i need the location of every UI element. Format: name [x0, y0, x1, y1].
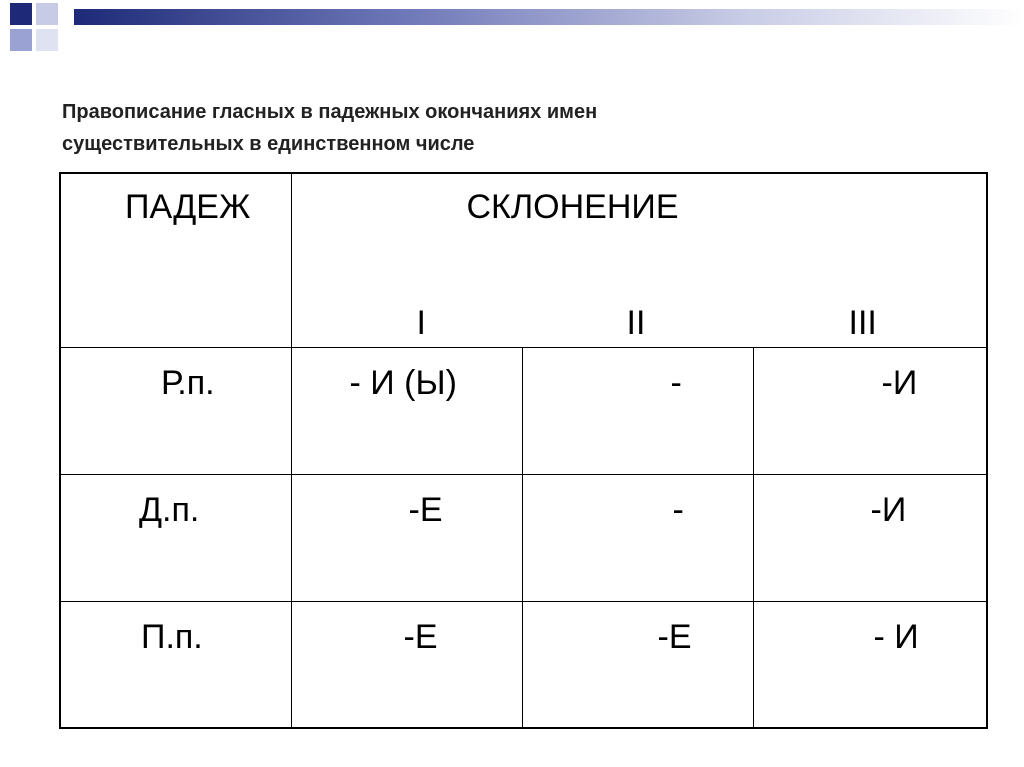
ending-cell [291, 474, 522, 601]
deco-square [36, 3, 58, 25]
table-row [60, 474, 987, 601]
declension-1: I [416, 304, 426, 342]
case-label: Р.п. [161, 363, 215, 402]
ending-d3: -И [870, 490, 907, 529]
slide-title [62, 96, 862, 160]
ending-cell [522, 474, 753, 601]
ending-d1: -Е [403, 617, 438, 656]
table-row [60, 347, 987, 474]
endings-table [59, 172, 988, 729]
header-case-cell [60, 173, 291, 347]
ending-d1: - И (Ы) [349, 363, 457, 402]
ending-d2: - [670, 363, 682, 402]
ending-cell [291, 347, 522, 474]
ending-cell [522, 347, 753, 474]
ending-cell [753, 474, 987, 601]
case-label: П.п. [141, 617, 203, 656]
ending-cell [522, 601, 753, 728]
declension-2: II [626, 304, 646, 342]
deco-square [10, 3, 32, 25]
deco-square [36, 29, 58, 51]
title-line-2: существительных в единственном числе [62, 133, 475, 155]
case-label: Д.п. [139, 490, 200, 529]
header-declension: СКЛОНЕНИЕ [466, 188, 679, 226]
deco-gradient-bar [74, 9, 1024, 25]
ending-cell [753, 601, 987, 728]
deco-square [10, 29, 32, 51]
header-row [60, 173, 987, 347]
header-declension-cell [291, 173, 987, 347]
deco-square [58, 3, 74, 25]
case-cell [60, 601, 291, 728]
case-cell [60, 474, 291, 601]
ending-d2: - [672, 490, 684, 529]
ending-d3: -И [881, 363, 918, 402]
title-line-1: Правописание гласных в падежных окончаниях имен [62, 101, 598, 123]
ending-d1: -Е [408, 490, 443, 529]
table-row [60, 601, 987, 728]
decorative-header [0, 0, 1024, 60]
header-case: ПАДЕЖ [125, 188, 251, 226]
case-cell [60, 347, 291, 474]
declension-3: III [848, 304, 877, 342]
ending-d2: -Е [657, 617, 692, 656]
ending-cell [753, 347, 987, 474]
ending-cell [291, 601, 522, 728]
ending-d3: - И [873, 617, 919, 656]
